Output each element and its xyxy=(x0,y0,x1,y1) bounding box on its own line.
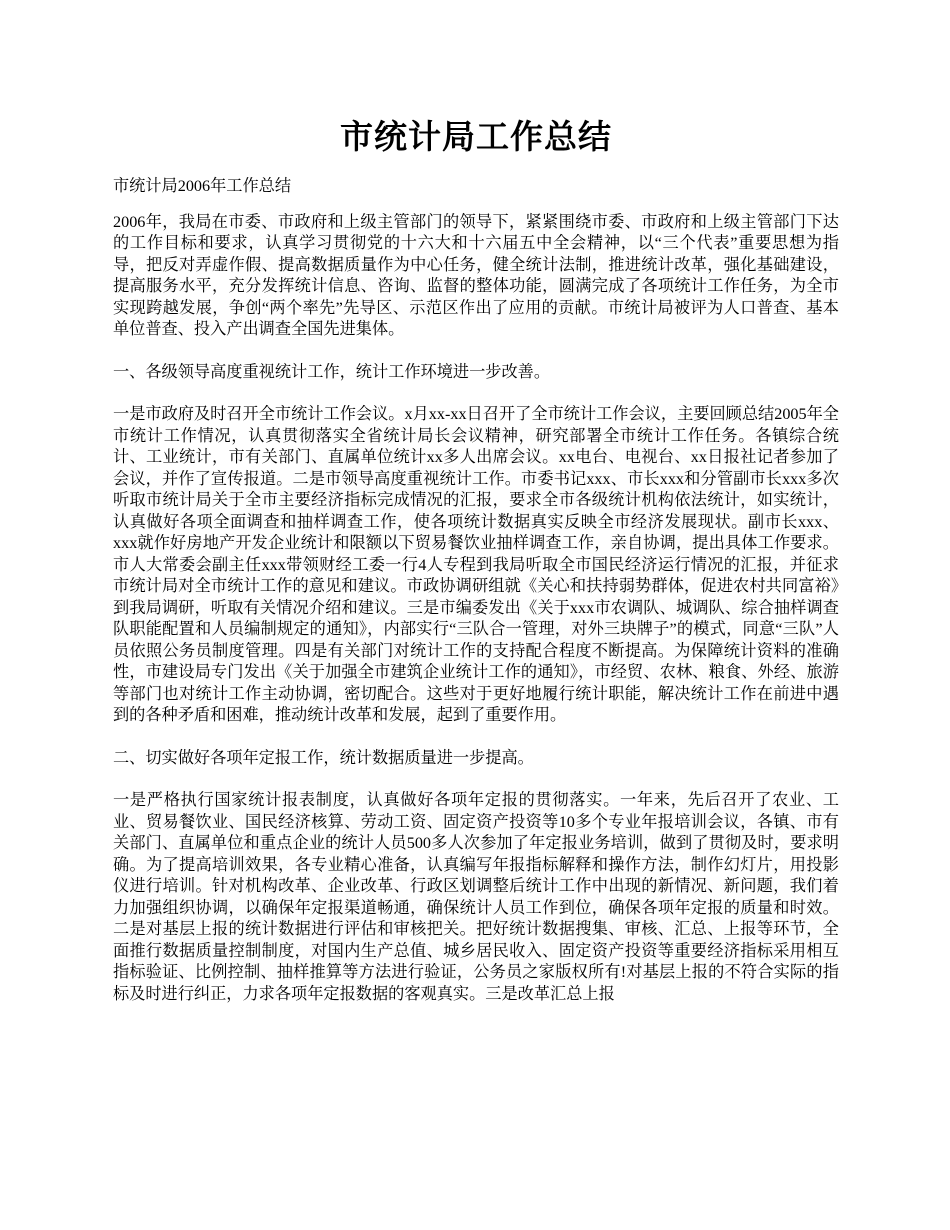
intro-paragraph: 2006年，我局在市委、市政府和上级主管部门的领导下，紧紧围绕市委、市政府和上级主管部门下达的工作目标和要求，认真学习贯彻党的十六大和十六届五中全会精神，以“三个代表”重要思想为指导，把反对弄虚作假、提高数据质量作为中心任务，健全统计法制，推进统计改革，强化基础建设，提高服务水平，充分发挥统计信息、咨询、监督的整体功能，圆满完成了各项统计工作任务，为全市实现跨越发展，争创“两个率先”先导区、示范区作出了应用的贡献。市统计局被评为人口普查、基本单位普查、投入产出调查全国先进集体。 xyxy=(113,212,839,338)
section-1-body: 一是市政府及时召开全市统计工作会议。x月xx-xx日召开了全市统计工作会议，主要回顾总结2005年全市统计工作情况，认真贯彻落实全省统计局长会议精神，研究部署全市统计工作任务。各镇综合统计、工业统计，市有关部门、直属单位统计xx多人出席会议。xx电台、电视台、xx日报社记者参加了会议，并作了宣传报道。二是市领导高度重视统计工作。市委书记xxx、市长xxx和分管副市长xxx多次听取市统计局关于全市主要经济指标完成情况的汇报，要求全市各级统计机构依法统计，如实统计，认真做好各项全面调查和抽样调查工作，使各项统计数据真实反映全市经济发展现状。副市长xxx、xxx就作好房地产开发企业统计和限额以下贸易餐饮业抽样调查工作，亲自协调，提出具体工作要求。市人大常委会副主任xxx带领财经工委一行4人专程到我局听取全市国民经济运行情况的汇报，并征求市统计局对全市统计工作的意见和建议。市政协调研组就《关心和扶持弱势群体，促进农村共同富裕》到我局调研，听取有关情况介绍和建议。三是市编委发出《关于xxx市农调队、城调队、综合抽样调查队职能配置和人员编制规定的通知》，内部实行“三队合一管理，对外三块牌子”的模式，同意“三队”人员依照公务员制度管理。四是有关部门对统计工作的支持配合程度不断提高。为保障统计资料的准确性，市建设局专门发出《关于加强全市建筑企业统计工作的通知》，市经贸、农林、粮食、外经、旅游等部门也对统计工作主动协调，密切配合。这些对于更好地履行统计职能，解决统计工作在前进中遇到的各种矛盾和困难，推动统计改革和发展，起到了重要作用。 xyxy=(113,405,839,724)
section-2-body: 一是严格执行国家统计报表制度，认真做好各项年定报的贯彻落实。一年来，先后召开了农业、工业、贸易餐饮业、国民经济核算、劳动工资、固定资产投资等10多个专业年报培训会议，各镇、市有关部门、直属单位和重点企业的统计人员500多人次参加了年定报业务培训，做到了贯彻及时，要求明确。为了提高培训效果，各专业精心准备，认真编写年报指标解释和操作方法，制作幻灯片，用投影仪进行培训。针对机构改革、企业改革、行政区划调整后统计工作中出现的新情况、新问题，我们着力加强组织协调，以确保年定报渠道畅通，确保统计人员工作到位，确保各项年定报的质量和时效。二是对基层上报的统计数据进行评估和审核把关。把好统计数据搜集、审核、汇总、上报等环节，全面推行数据质量控制制度，对国内生产总值、城乡居民收入、固定资产投资等重要经济指标采用相互指标验证、比例控制、抽样推算等方法进行验证，公务员之家版权所有!对基层上报的不符合实际的指标及时进行纠正，力求各项年定报数据的客观真实。三是改革汇总上报 xyxy=(113,791,839,1003)
document-page xyxy=(113,112,839,1026)
section-heading-2: 二、切实做好各项年定报工作，统计数据质量进一步提高。 xyxy=(113,748,534,767)
section-heading-1: 一、各级领导高度重视统计工作，统计工作环境进一步改善。 xyxy=(113,362,551,381)
document-title: 市统计局工作总结 xyxy=(340,117,612,156)
document-subtitle: 市统计局2006年工作总结 xyxy=(113,177,292,195)
